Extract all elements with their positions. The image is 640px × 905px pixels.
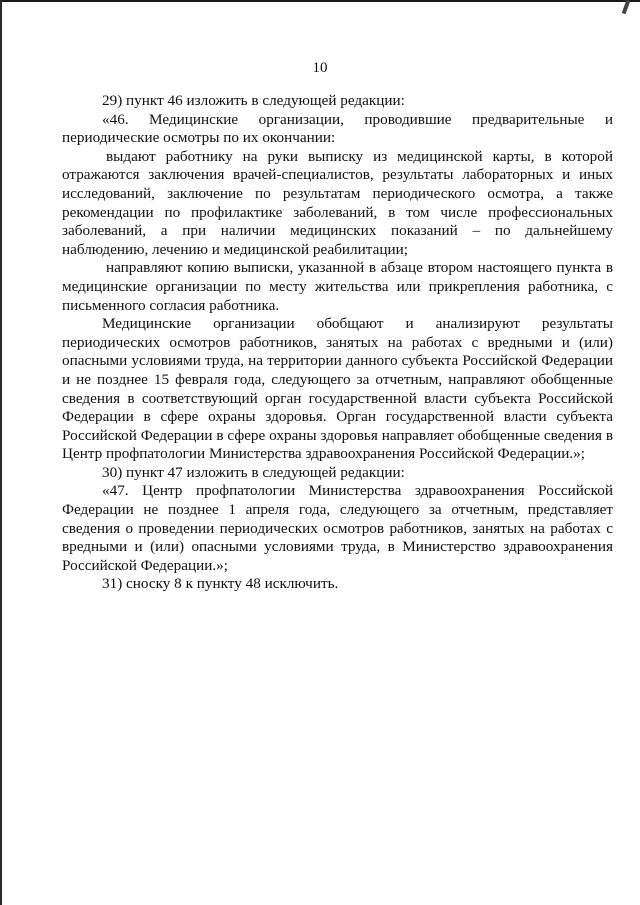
- page-number: 10: [312, 60, 328, 76]
- paragraph-item-30: 30) пункт 47 изложить в следующей редакции:: [102, 463, 405, 481]
- paragraph-p46-c: Медицинские организации обобщают и анализируют результаты периодических осмотров работников, занятых на работах с вредными и (или) опасными условиями труда, на территории данного субъекта Российской Федерации и не позднее 15 февраля года, следующего за отчетным, направляют обобщенные сведения в соответствующий орган государственной власти субъекта Российской Федерации в сфере охраны здоровья. Орган государственной власти субъекта Российской Федерации в сфере охраны здоровья направляет обобщенные сведения в Центр профпатологии Министерства здравоохранения Российской Федерации.»;: [62, 315, 613, 463]
- paragraph-p46-intro: «46. Медицинские организации, проводившие предварительные и периодические осмотры по их окончании:: [62, 110, 613, 147]
- paragraph-p47: «47. Центр профпатологии Министерства здравоохранения Российской Федерации не позднее 1 апреля года, следующего за отчетным, представляет сведения о проведении периодических осмотров работников, занятых на работах с вредными и (или) опасными условиями труда, в Министерство здравоохранения Российской Федерации.»;: [62, 482, 613, 574]
- paragraph-p46-a: выдают работнику на руки выписку из медицинской карты, в которой отражаются заключения врачей-специалистов, результаты лабораторных и иных исследований, заключение по результатам периодического осмотра, а также рекомендации по профилактике заболеваний, в том числе профессиональных заболеваний, а при наличии медицинских показаний – по дальнейшему наблюдению, лечению и медицинской реабилитации;: [62, 147, 613, 258]
- document-body: [62, 92, 613, 594]
- paragraph-item-31: 31) сноску 8 к пункту 48 исключить.: [102, 575, 339, 593]
- paragraph-item-29: 29) пункт 46 изложить в следующей редакции:: [102, 92, 405, 109]
- paragraph-p46-b: направляют копию выписки, указанной в абзаце втором настоящего пункта в медицинские организации по месту жительства или прикрепления работника, с письменного согласия работника.: [62, 259, 613, 314]
- scan-border-left: [0, 0, 2, 905]
- scan-corner-mark: [622, 0, 631, 14]
- scan-border-top: [0, 0, 640, 2]
